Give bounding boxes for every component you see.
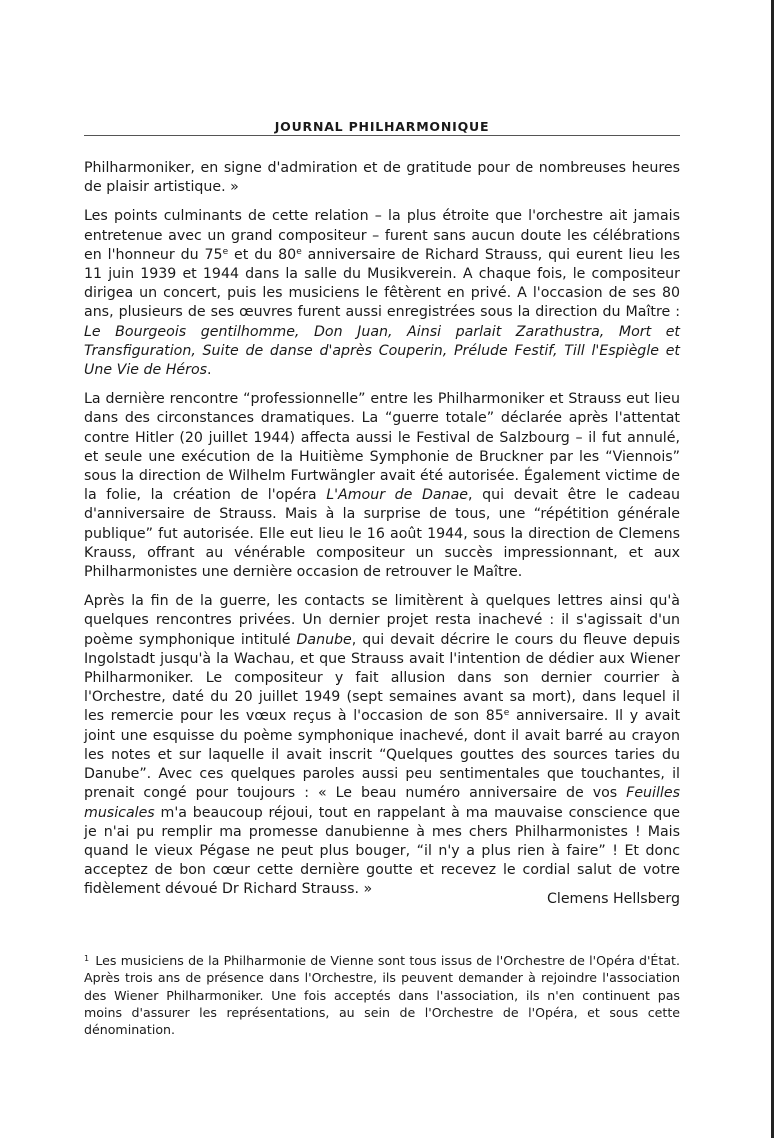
ordinal-superscript: e <box>296 246 302 257</box>
paragraph-2-text-d: . <box>207 362 212 379</box>
ordinal-superscript: e <box>503 708 510 719</box>
paragraph-4-text-c: anniversaire. Il y avait joint une esquisse du poème symphonique inachevé, dont il avait barré au crayon les notes et sur laquelle il avait inscrit “Quelques gouttes des sources taries du Danube”. Avec ces quelques paroles aussi peu sentimentales que touchantes, il prenait congé pour toujours : « Le beau numéro anniversaire de vos <box>84 708 681 802</box>
publication-title-italic: Feuilles musicales <box>84 785 680 821</box>
danube-title-italic: Danube <box>296 631 352 648</box>
paragraph-3-text-a: La dernière rencontre “professionnelle” entre les Philharmoniker et Strauss eut lieu dans des circonstances dramatiques. La “guerre totale” déclarée après l'attentat contre Hitler (20 juillet 1944) affecta aussi le Festival de Salzbourg – il fut annulé, et seule une exécution de la Huitième Symphonie de Bruckner par les “Viennois” sous la direction de Wilhelm Furtwängler avait été autorisée. Également victime de la folie, la création de l'opéra <box>84 391 680 504</box>
footnote-text: Les musiciens de la Philharmonie de Vienne sont tous issus de l'Orchestre de l'Opéra d'État. Après trois ans de présence dans l'Orchestre, ils peuvent demander à rejoindre l'association des Wiener Philharmoniker. Une fois acceptés dans l'association, ils n'en continuent pas moins d'assurer les représentations, au sein de l'Orchestre de l'Opéra, et sous cette dénomination. <box>84 953 680 1038</box>
author-signature: Clemens Hellsberg <box>546 891 680 907</box>
works-list-italic: Le Bourgeois gentilhomme, Don Juan, Ainsi parlait Zarathustra, Mort et Transfiguration, Suite de danse d'après Couperin, Prélude Festif, Till l'Espiègle et Une Vie de Héros <box>84 323 680 379</box>
paragraph-1 <box>84 159 680 197</box>
paragraph-2 <box>84 207 680 380</box>
header-rule <box>84 135 680 136</box>
paragraph-4 <box>84 592 680 899</box>
paragraph-2-text-c: anniversaire de Richard Strauss, qui eurent lieu les 11 juin 1939 et 1944 dans la salle du Musikverein. A chaque fois, le compositeur dirigea un concert, puis les musiciens le fêtèrent en privé. A l'occasion de ses 80 ans, plusieurs de ses œuvres furent aussi enregistrées sous la direction du Maître : <box>84 246 680 321</box>
footnote <box>84 952 680 1038</box>
paragraph-3-text-b: , qui devait être le cadeau d'anniversaire de Strauss. Mais à la surprise de tous, une “répétition générale publique” fut autorisée. Elle eut lieu le 16 août 1944, sous la direction de Clemens Krauss, offrant au vénérable compositeur un succès impressionnant, et aux Philharmonistes une dernière occasion de retrouver le Maître. <box>84 487 681 581</box>
ordinal-superscript: e <box>222 246 229 257</box>
paragraph-4-text-a: Après la fin de la guerre, les contacts se limitèrent à quelques lettres ainsi qu'à quelques rencontres privées. Un dernier projet resta inachevé : il s'agissait d'un poème symphonique intitulé <box>84 593 680 648</box>
paragraph-3 <box>84 390 680 582</box>
paragraph-4-text-d: m'a beaucoup réjoui, tout en rappelant à ma mauvaise conscience que je n'ai pu remplir ma promesse danubienne à mes chers Philharmonistes ! Mais quand le vieux Pégase ne peut plus bouger, “il n'y a plus rien à faire” ! Et donc acceptez de bon cœur cette dernière goutte et recevez le cordial salut de votre fidèlement dévoué Dr Richard Strauss. » <box>84 804 680 898</box>
paragraph-2-text-b: et du 80 <box>228 246 297 263</box>
paragraph-2-text-a: Les points culminants de cette relation – la plus étroite que l'orchestre ait jamais entretenue avec un grand compositeur – furent sans aucun doute les célébrations en l'honneur du 75 <box>84 208 680 263</box>
opera-title-italic: L'Amour de Danae <box>326 487 469 504</box>
footnote-marker: 1 <box>84 954 90 963</box>
article-body <box>84 159 680 910</box>
paragraph-1-text: Philharmoniker, en signe d'admiration et de gratitude pour de nombreuses heures de plaisir artistique. » <box>84 160 680 196</box>
paragraph-4-text-b: , qui devait décrire le cours du fleuve depuis Ingolstadt jusqu'à la Wachau, et que Strauss avait l'intention de dédier aux Wiener Philharmoniker. Le compositeur y fait allusion dans son dernier courrier à l'Orchestre, daté du 20 juillet 1949 (sept semaines avant sa mort), dans lequel il les remercie pour les vœux reçus à l'occasion de son 85 <box>84 631 680 725</box>
running-header: JOURNAL PHILHARMONIQUE <box>274 119 490 134</box>
